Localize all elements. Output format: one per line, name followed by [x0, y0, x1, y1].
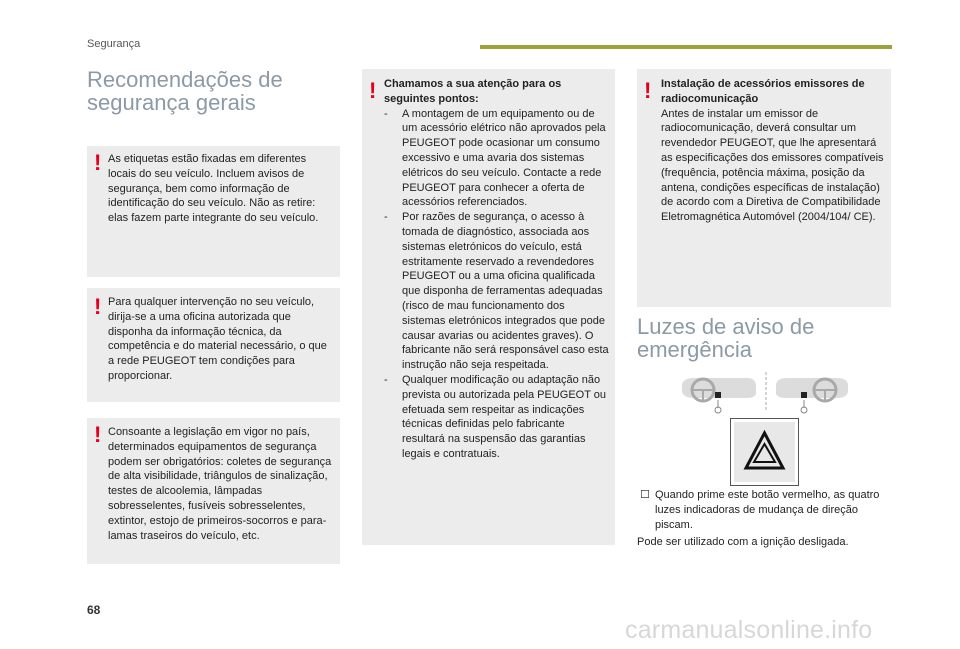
- warning-box-labels: [87, 146, 340, 277]
- warning-box-radio: [637, 69, 891, 307]
- hazard-switch-icon: [715, 392, 721, 398]
- warning-exclamation-icon: !: [644, 78, 652, 103]
- heading-line-2: emergência: [637, 337, 752, 362]
- attention-list: [384, 107, 610, 462]
- list-item-text: A montagem de um equipamento ou de um acessório elétrico não aprovados pela PEUGEOT pode ocasionar um consumo excessivo e uma avaria dos sistemas elétricos do seu veículo. Contacte a rede PEUGEOT para conhecer a oferta de acessórios referenciados.: [402, 107, 606, 209]
- hazard-note: Pode ser utilizado com a ignição desligada.: [637, 536, 849, 548]
- radio-body: Antes de instalar um emissor de radiocomunicação, deverá consultar um revendedor PEUGEOT, que lhe apresentará as especificações dos emissores compatíveis (frequência, potência máxima, posição da antena, condições específicas de instalação) de acordo com a Diretiva de Compatibilidade Eletromagnética Automóvel (2004/104/ CE).: [661, 107, 884, 224]
- section-title: Segurança: [87, 38, 141, 50]
- list-item: - A montagem de um equipamento ou de um acessório elétrico não aprovados pela PEUGEOT pode ocasionar um consumo excessivo e uma avaria dos sistemas elétricos do seu veículo. Contacte a rede PEUGEOT para conhecer a oferta de acessórios referenciados.: [384, 107, 606, 209]
- hazard-bullet: [637, 488, 889, 533]
- header-accent-line: [480, 45, 892, 49]
- heading-hazard-lights: [637, 315, 814, 361]
- warning-exclamation-icon: !: [94, 294, 102, 319]
- warning-box-intervention: [87, 288, 340, 402]
- dashboard-left-view: [682, 378, 756, 413]
- dashboard-right-view: [776, 378, 848, 413]
- hazard-switch-icon: [801, 392, 807, 398]
- list-item: - Qualquer modificação ou adaptação não prevista ou autorizada pela PEUGEOT ou efetuada sem respeitar as indicações técnicas definidas pelo fabricante resultará na suspensão das garantias legais e contratuais.: [384, 373, 607, 460]
- heading-line-1: Recomendações de: [87, 67, 283, 92]
- warning-box-legislation: [87, 418, 340, 564]
- warning-exclamation-icon: !: [94, 422, 102, 447]
- list-item-text: Qualquer modificação ou adaptação não prevista ou autorizada pela PEUGEOT ou efetuada sem respeitar as indicações técnicas definidas pelo fabricante resultará na suspensão das garantias legais e contratuais.: [402, 373, 607, 460]
- warning-exclamation-icon: !: [369, 78, 377, 103]
- warning-text-intervention: Para qualquer intervenção no seu veículo, dirija-se a uma oficina autorizada que disponha da informação técnica, da competência e do material necessário, o que a rede PEUGEOT tem condições para proporcionar.: [108, 296, 327, 382]
- list-item: - Por razões de segurança, o acesso à tomada de diagnóstico, associada aos sistemas eletrónicos do veículo, está estritamente reservado a revendedores PEUGEOT ou a uma oficina qualificada que disponha de ferramentas adequadas (risco de mau funcionamento dos sistemas eletrónicos integrados que pode causar avarias ou acidentes graves). O fabricante não será responsável caso esta instrução não seja respeitada.: [384, 211, 609, 372]
- hazard-bullet-text: Quando prime este botão vermelho, as quatro luzes indicadoras de mudança de direção piscam.: [655, 489, 880, 531]
- checkbox-bullet-icon: ☐: [640, 489, 650, 501]
- warning-text-labels: As etiquetas estão fixadas em diferentes locais do seu veículo. Incluem avisos de segurança, bem como informação de identificação do seu veículo. Não as retire: elas fazem parte integrante do seu veículo.: [108, 153, 319, 225]
- hazard-button-icon: [730, 418, 799, 486]
- attention-title: Chamamos a sua atenção para os seguintes pontos:: [384, 78, 562, 105]
- list-item-text: Por razões de segurança, o acesso à tomada de diagnóstico, associada aos sistemas eletrónicos do veículo, está estritamente reservado a revendedores PEUGEOT ou a uma oficina qualificada que disponha de ferramentas adequadas (risco de mau funcionamento dos sistemas eletrónicos integrados que pode causar avarias ou acidentes graves). O fabricante não será responsável caso esta instrução não seja respeitada.: [402, 211, 609, 372]
- radio-title: Instalação de acessórios emissores de radiocomunicação: [661, 78, 865, 105]
- heading-line-1: Luzes de aviso de: [637, 314, 815, 339]
- page-number: 68: [87, 603, 101, 617]
- dashboard-illustration: [672, 370, 852, 415]
- heading-line-2: segurança gerais: [87, 90, 256, 115]
- watermark: carmanualsonline.info: [625, 616, 873, 644]
- heading-general-safety: [87, 68, 283, 114]
- warning-text-legislation: Consoante a legislação em vigor no país, determinados equipamentos de segurança podem ser obrigatórios: coletes de segurança de alta visibilidade, triângulos de sinalização, testes de alcoolemia, lâmpadas sobresselentes, fusíveis sobresselentes, extintor, estojo de primeiros-socorros e para-lamas traseiros do veículo, etc.: [108, 426, 332, 542]
- warning-exclamation-icon: !: [94, 150, 102, 175]
- warning-box-attention: [362, 69, 615, 545]
